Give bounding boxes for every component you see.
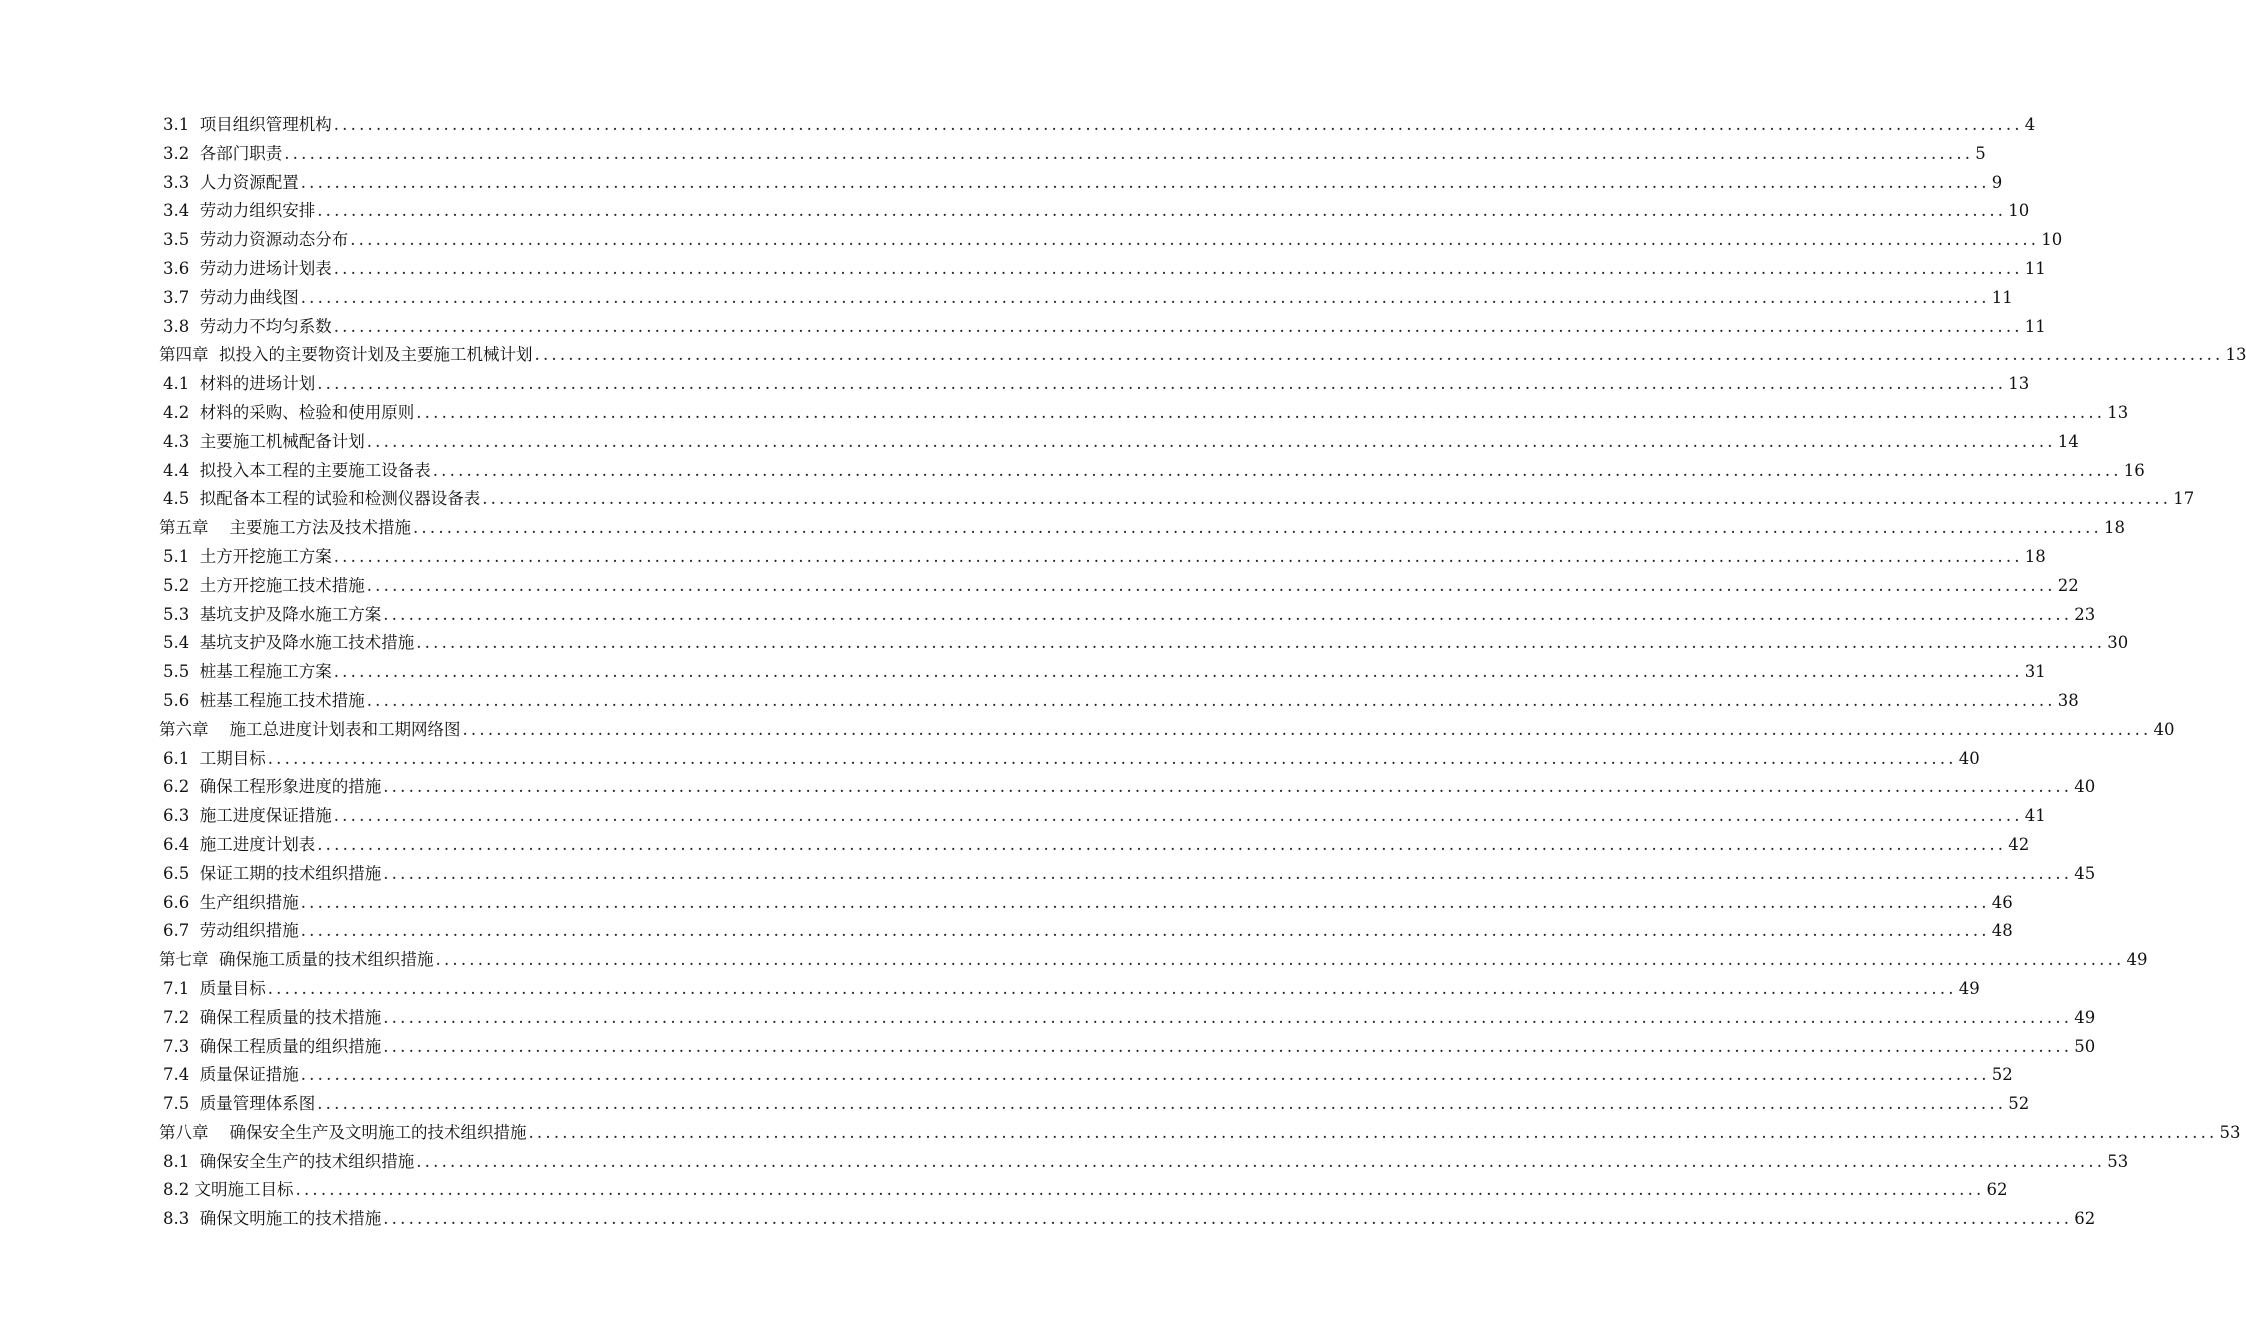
toc-section-entry[interactable] [0,284,2013,313]
toc-section-entry[interactable] [0,197,2030,226]
toc-entry-title: 7.1 质量目标 [163,978,266,998]
toc-page-number: 49 [2074,1007,2096,1027]
toc-section-entry[interactable] [0,601,2096,630]
toc-page-number: 13 [2008,374,2030,394]
toc-page-number: 52 [2008,1094,2030,1114]
toc-entry-title: 7.5 质量管理体系图 [163,1094,316,1114]
toc-section-entry[interactable] [0,831,2030,860]
toc-dot-leader: ........................................................................................................................................................................................................ [295,1180,1985,1200]
toc-entry-title: 6.3 施工进度保证措施 [163,806,332,826]
toc-dot-leader: ........................................................................................................................................................................................................ [528,1122,2218,1142]
toc-page-number: 45 [2074,863,2096,883]
toc-section-entry[interactable] [0,457,2145,486]
toc-dot-leader: ........................................................................................................................................................................................................ [366,575,2056,595]
toc-section-entry[interactable] [0,572,2079,601]
toc-dot-leader: ........................................................................................................................................................................................................ [383,777,2073,797]
toc-section-entry[interactable] [0,226,2063,255]
toc-page-number: 46 [1991,892,2013,912]
toc-entry-title: 8.3 确保文明施工的技术措施 [163,1209,382,1229]
toc-dot-leader: ........................................................................................................................................................................................................ [416,1151,2106,1171]
toc-entry-title: 3.4 劳动力组织安排 [163,201,316,221]
toc-entry-title: 5.2 土方开挖施工技术措施 [163,575,365,595]
toc-entry-title: 6.6 生产组织措施 [163,892,299,912]
toc-page-number: 40 [2153,719,2175,739]
toc-entry-title: 5.4 基坑支护及降水施工技术措施 [163,633,415,653]
toc-entry-title: 4.2 材料的采购、检验和使用原则 [163,402,415,422]
toc-dot-leader: ........................................................................................................................................................................................................ [333,806,2023,826]
toc-section-entry[interactable] [0,658,2046,687]
toc-section-entry[interactable] [0,1004,2096,1033]
toc-dot-leader: ........................................................................................................................................................................................................ [317,374,2007,394]
toc-dot-leader: ........................................................................................................................................................................................................ [333,115,2023,134]
toc-entry-title: 6.1 工期目标 [163,748,266,768]
toc-entry-title: 6.5 保证工期的技术组织措施 [163,863,382,883]
toc-page-number: 10 [2041,230,2063,250]
toc-section-entry[interactable] [0,111,2036,140]
toc-page-number: 62 [2074,1209,2096,1229]
toc-entry-title: 5.1 土方开挖施工方案 [163,546,332,566]
toc-dot-leader: ........................................................................................................................................................................................................ [534,345,2224,365]
toc-section-entry[interactable] [0,1090,2030,1119]
toc-chapter-entry[interactable] [0,716,2175,745]
toc-entry-title: 3.1 项目组织管理机构 [163,115,332,134]
toc-page-number: 62 [1986,1180,2008,1200]
toc-entry-title: 8.2 文明施工目标 [163,1180,294,1200]
toc-entry-title: 6.2 确保工程形象进度的措施 [163,777,382,797]
toc-entry-title: 5.3 基坑支护及降水施工方案 [163,604,382,624]
toc-entry-title: 3.5 劳动力资源动态分布 [163,230,349,250]
toc-page-number: 40 [1958,748,1980,768]
toc-entry-title: 第五章 主要施工方法及技术措施 [159,518,411,538]
toc-dot-leader: ........................................................................................................................................................................................................ [366,431,2056,451]
toc-entry-title: 7.4 质量保证措施 [163,1065,299,1085]
toc-section-entry[interactable] [0,399,2129,428]
toc-section-entry[interactable] [0,1205,2096,1234]
toc-page-number: 53 [2219,1122,2241,1142]
toc-dot-leader: ........................................................................................................................................................................................................ [267,978,1957,998]
toc-section-entry[interactable] [0,370,2030,399]
toc-section-entry[interactable] [0,1176,2008,1205]
toc-section-entry[interactable] [0,773,2096,802]
toc-page-number: 22 [2057,575,2079,595]
toc-section-entry[interactable] [0,485,2195,514]
toc-entry-title: 5.5 桩基工程施工方案 [163,662,332,682]
toc-page-number: 53 [2107,1151,2129,1171]
toc-page-number: 11 [2024,316,2046,336]
toc-section-entry[interactable] [0,1061,2013,1090]
toc-section-entry[interactable] [0,428,2079,457]
toc-entry-title: 7.3 确保工程质量的组织措施 [163,1036,382,1056]
toc-page-number: 30 [2107,633,2129,653]
toc-dot-leader: ........................................................................................................................................................................................................ [333,546,2023,566]
toc-entry-title: 3.2 各部门职责 [163,143,283,163]
toc-section-entry[interactable] [0,687,2079,716]
toc-page-number: 50 [2074,1036,2096,1056]
toc-entry-title: 8.1 确保安全生产的技术组织措施 [163,1151,415,1171]
toc-entry-title: 6.4 施工进度计划表 [163,834,316,854]
toc-page-number: 52 [1991,1065,2013,1085]
toc-dot-leader: ........................................................................................................................................................................................................ [412,518,2102,538]
toc-dot-leader: ........................................................................................................................................................................................................ [383,863,2073,883]
toc-chapter-entry[interactable] [0,1119,2241,1148]
toc-dot-leader: ........................................................................................................................................................................................................ [482,489,2172,509]
toc-page-number: 18 [2024,546,2046,566]
toc-page-number: 16 [2123,460,2145,480]
toc-dot-leader: ........................................................................................................................................................................................................ [300,1065,1990,1085]
toc-dot-leader: ........................................................................................................................................................................................................ [383,1036,2073,1056]
toc-section-entry[interactable] [0,313,2046,342]
toc-dot-leader: ........................................................................................................................................................................................................ [383,604,2073,624]
table-of-contents [0,111,2246,1234]
toc-dot-leader: ........................................................................................................................................................................................................ [416,402,2106,422]
toc-page-number: 4 [2024,115,2036,134]
toc-section-entry[interactable] [0,543,2046,572]
toc-page-number: 49 [1958,978,1980,998]
toc-entry-title: 3.8 劳动力不均匀系数 [163,316,332,336]
toc-section-entry[interactable] [0,860,2096,889]
toc-page-number: 40 [2074,777,2096,797]
toc-entry-title: 第六章 施工总进度计划表和工期网络图 [159,719,461,739]
toc-section-entry[interactable] [0,169,2003,198]
toc-dot-leader: ........................................................................................................................................................................................................ [300,892,1990,912]
toc-page-number: 14 [2057,431,2079,451]
toc-entry-title: 7.2 确保工程质量的技术措施 [163,1007,382,1027]
toc-page-number: 49 [2126,950,2148,970]
toc-page-number: 11 [1991,287,2013,307]
toc-dot-leader: ........................................................................................................................................................................................................ [383,1007,2073,1027]
toc-entry-title: 3.7 劳动力曲线图 [163,287,299,307]
toc-entry-title: 4.3 主要施工机械配备计划 [163,431,365,451]
toc-page-number: 31 [2024,662,2046,682]
toc-dot-leader: ........................................................................................................................................................................................................ [333,316,2023,336]
toc-page-number: 10 [2008,201,2030,221]
toc-page-number: 42 [2008,834,2030,854]
toc-page-number: 11 [2024,258,2046,278]
toc-dot-leader: ........................................................................................................................................................................................................ [462,719,2152,739]
toc-page-number: 13 [2107,402,2129,422]
toc-page-number: 5 [1975,143,1986,163]
toc-page-number: 17 [2173,489,2195,509]
toc-entry-title: 第八章 确保安全生产及文明施工的技术组织措施 [159,1122,527,1142]
toc-dot-leader: ........................................................................................................................................................................................................ [300,921,1990,941]
toc-section-entry[interactable] [0,255,2046,284]
toc-dot-leader: ........................................................................................................................................................................................................ [350,230,2040,250]
toc-section-entry[interactable] [0,975,1980,1004]
toc-chapter-entry[interactable] [0,341,2246,370]
toc-dot-leader: ........................................................................................................................................................................................................ [416,633,2106,653]
toc-dot-leader: ........................................................................................................................................................................................................ [300,287,1990,307]
toc-section-entry[interactable] [0,889,2013,918]
toc-dot-leader: ........................................................................................................................................................................................................ [284,143,1974,163]
toc-section-entry[interactable] [0,140,1986,169]
toc-dot-leader: ........................................................................................................................................................................................................ [300,172,1990,192]
toc-dot-leader: ........................................................................................................................................................................................................ [383,1209,2073,1229]
toc-page-number: 23 [2074,604,2096,624]
toc-section-entry[interactable] [0,629,2129,658]
toc-page-number: 13 [2225,345,2246,365]
toc-entry-title: 4.4 拟投入本工程的主要施工设备表 [163,460,431,480]
toc-entry-title: 4.5 拟配备本工程的试验和检测仪器设备表 [163,489,481,509]
toc-dot-leader: ........................................................................................................................................................................................................ [317,1094,2007,1114]
toc-section-entry[interactable] [0,917,2013,946]
toc-dot-leader: ........................................................................................................................................................................................................ [317,201,2007,221]
toc-section-entry[interactable] [0,1148,2129,1177]
toc-dot-leader: ........................................................................................................................................................................................................ [333,662,2023,682]
toc-dot-leader: ........................................................................................................................................................................................................ [432,460,2122,480]
toc-dot-leader: ........................................................................................................................................................................................................ [333,258,2023,278]
toc-page-number: 18 [2103,518,2125,538]
toc-page-number: 9 [1991,172,2003,192]
toc-dot-leader: ........................................................................................................................................................................................................ [317,834,2007,854]
toc-page-number: 41 [2024,806,2046,826]
toc-section-entry[interactable] [0,1033,2096,1062]
toc-section-entry[interactable] [0,745,1980,774]
toc-section-entry[interactable] [0,802,2046,831]
toc-entry-title: 6.7 劳动组织措施 [163,921,299,941]
toc-entry-title: 第四章 拟投入的主要物资计划及主要施工机械计划 [159,345,533,365]
toc-page-number: 48 [1991,921,2013,941]
toc-entry-title: 3.6 劳动力进场计划表 [163,258,332,278]
toc-page-number: 38 [2057,690,2079,710]
toc-chapter-entry[interactable] [0,946,2148,975]
toc-dot-leader: ........................................................................................................................................................................................................ [366,690,2056,710]
toc-entry-title: 3.3 人力资源配置 [163,172,299,192]
toc-chapter-entry[interactable] [0,514,2125,543]
toc-entry-title: 第七章 确保施工质量的技术组织措施 [159,950,434,970]
toc-dot-leader: ........................................................................................................................................................................................................ [435,950,2125,970]
toc-entry-title: 4.1 材料的进场计划 [163,374,316,394]
toc-dot-leader: ........................................................................................................................................................................................................ [267,748,1957,768]
toc-entry-title: 5.6 桩基工程施工技术措施 [163,690,365,710]
